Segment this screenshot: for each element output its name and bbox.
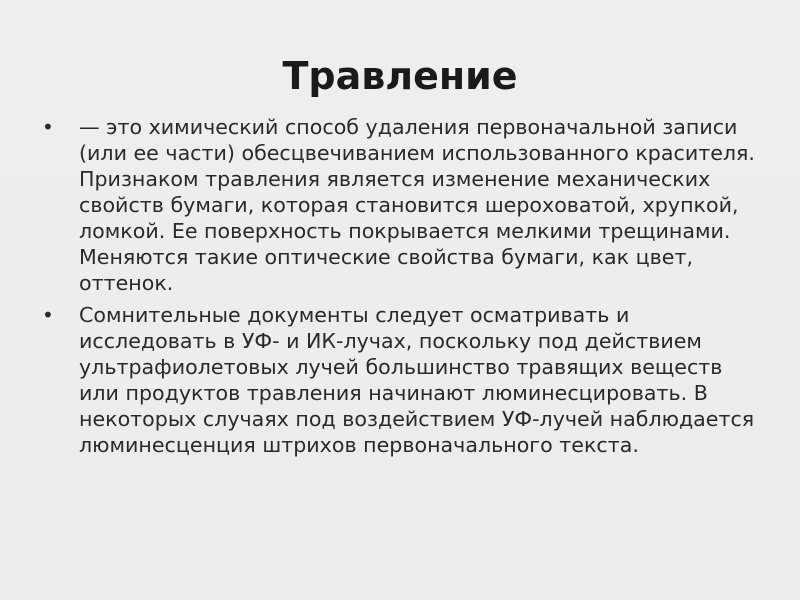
bullet-list: [42, 114, 762, 464]
bullet-text: Сомнительные документы следует осматривать и исследовать в УФ- и ИК-лучах, поскольку под действием ультрафиолетовых лучей большинство травящих веществ или продуктов травления начинают люминесцировать. В некоторых случаях под воздействием УФ-лучей наблюдается люминесценция штрихов первоначального текста.: [79, 303, 755, 457]
bullet-item: [42, 302, 762, 458]
bullet-text: — это химический способ удаления первоначальной записи (или ее части) обесцвечиванием использованного красителя. Признаком травления является изменение механических свойств бумаги, которая становится шероховатой, хрупкой, ломкой. Ее поверхность покрывается мелкими трещинами. Меняются такие оптические свойства бумаги, как цвет, оттенок.: [79, 115, 755, 295]
bullet-marker: •: [42, 303, 54, 327]
slide-title: Травление: [282, 54, 518, 98]
bullet-item: [42, 114, 762, 296]
bullet-marker: •: [42, 115, 54, 139]
